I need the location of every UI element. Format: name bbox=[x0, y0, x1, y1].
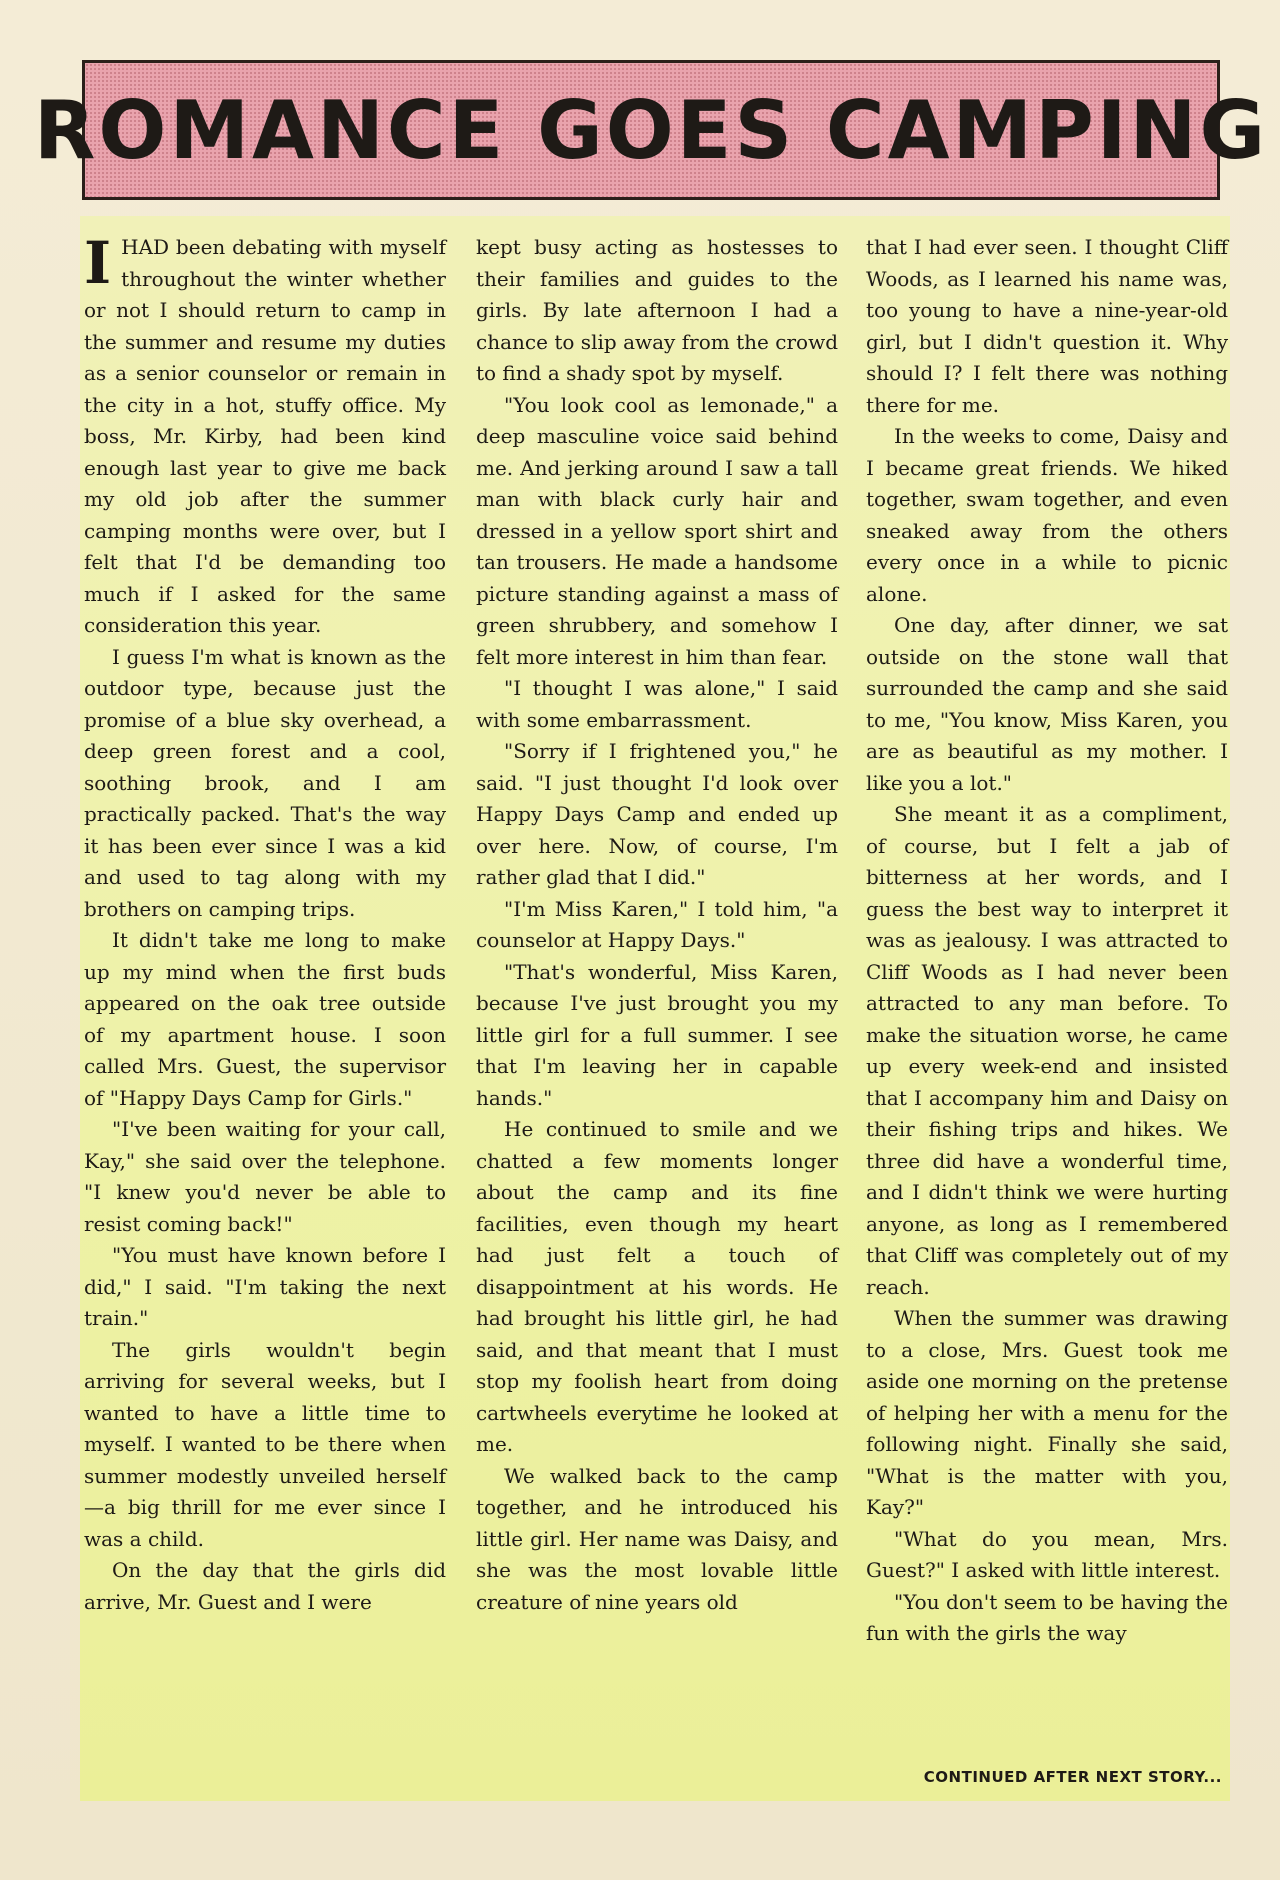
paragraph: I HAD been debating with myself throughout the winter whether or not I should return to camp in the summer and resume my duties as a senior counselor or remain in the city in a hot, stuffy office. My boss, Mr. Kirby, had been kind enough last year to give me back my old job after the summer camping months were over, but I felt that I'd be demanding too much if I asked for the same consideration this year. bbox=[84, 229, 446, 637]
paragraph: "You don't seem to be having the fun with the girls the way bbox=[866, 1589, 1228, 1645]
continued-note: CONTINUED AFTER NEXT STORY... bbox=[923, 1768, 1222, 1786]
paragraph: I guess I'm what is known as the outdoor type, because just the promise of a blue sky overhead, a deep green forest and a cool, soothing brook, and I am practically packed. That's the way it has been ever since I was a kid and used to tag along with my brothers on camping trips. bbox=[84, 644, 446, 921]
paragraph: She meant it as a compliment, of course, but I felt a jab of bitterness at her words, and I guess the best way to interpret it was as jealousy. I was attracted to Cliff Woods as I had never been attracted to any man before. To make the situation worse, he came up every week-end and insisted that I accompany him and Daisy on their fishing trips and hikes. We three did have a wonderful time, and I didn't think we were hurting anyone, as long as I remembered that Cliff was completely out of my reach. bbox=[866, 802, 1228, 1299]
paragraph: "You must have known before I did," I said. "I'm taking the next train." bbox=[84, 1243, 446, 1330]
story-title: ROMANCE GOES CAMPING bbox=[33, 83, 1269, 177]
text-column-2 bbox=[476, 232, 838, 1618]
paragraph: "What do you mean, Mrs. Guest?" I asked with little interest. bbox=[866, 1526, 1228, 1582]
title-banner bbox=[33, 60, 1269, 200]
paragraph: In the weeks to come, Daisy and I became great friends. We hiked together, swam together, and even sneaked away from the others every once in a while to picnic alone. bbox=[866, 424, 1228, 606]
paragraph: "That's wonderful, Miss Karen, because I've just brought you my little girl for a full summer. I see that I'm leaving her in capable hands." bbox=[476, 959, 838, 1110]
paragraph: "Sorry if I frightened you," he said. "I just thought I'd look over Happy Days Camp and ended up over here. Now, of course, I'm rather glad that I did." bbox=[476, 739, 838, 889]
paragraph: "I'm Miss Karen," I told him, "a counselor at Happy Days." bbox=[476, 896, 838, 952]
paragraph: that I had ever seen. I thought Cliff Woods, as I learned his name was, too young to have a nine-year-old girl, but I didn't question it. Why should I? I felt there was nothing there for me. bbox=[866, 235, 1228, 417]
paragraph: We walked back to the camp together, and he introduced his little girl. Her name was Daisy, and she was the most lovable little creature of nine years old bbox=[476, 1463, 838, 1614]
paragraph: It didn't take me long to make up my mind when the first buds appeared on the oak tree outside of my apartment house. I soon called Mrs. Guest, the supervisor of "Happy Days Camp for Girls." bbox=[84, 928, 446, 1110]
drop-cap: I bbox=[84, 229, 112, 297]
paragraph: On the day that the girls did arrive, Mr. Guest and I were bbox=[84, 1558, 446, 1614]
paragraph: "You look cool as lemonade," a deep masculine voice said behind me. And jerking around I saw a tall man with black curly hair and dressed in a yellow sport shirt and tan trousers. He made a handsome picture standing against a mass of green shrubbery, and somehow I felt more interest in him than fear. bbox=[476, 392, 838, 669]
text-column-1 bbox=[84, 229, 446, 1618]
paragraph: "I've been waiting for your call, Kay," she said over the telephone. "I knew you'd never be able to resist coming back!" bbox=[84, 1117, 446, 1236]
paragraph: kept busy acting as hostesses to their families and guides to the girls. By late afternoon I had a chance to slip away from the crowd to find a shady spot by myself. bbox=[476, 235, 838, 385]
paragraph: He continued to smile and we chatted a few moments longer about the camp and its fine facilities, even though my heart had just felt a touch of disappointment at his words. He had brought his little girl, he had said, and that meant that I must stop my foolish heart from doing cartwheels everytime he looked at me. bbox=[476, 1117, 838, 1456]
paragraph: One day, after dinner, we sat outside on the stone wall that surrounded the camp and she said to me, "You know, Miss Karen, you are as beautiful as my mother. I like you a lot." bbox=[866, 613, 1228, 795]
paragraph: "I thought I was alone," I said with some embarrassment. bbox=[476, 676, 838, 732]
text-column-3 bbox=[866, 232, 1228, 1650]
paragraph: When the summer was drawing to a close, Mrs. Guest took me aside one morning on the pretense of helping her with a menu for the following night. Finally she said, "What is the matter with you, Kay?" bbox=[866, 1306, 1228, 1519]
paragraph: The girls wouldn't begin arriving for several weeks, but I wanted to have a little time to myself. I wanted to be there when summer modestly unveiled herself—a big thrill for me ever since I was a child. bbox=[84, 1337, 446, 1551]
